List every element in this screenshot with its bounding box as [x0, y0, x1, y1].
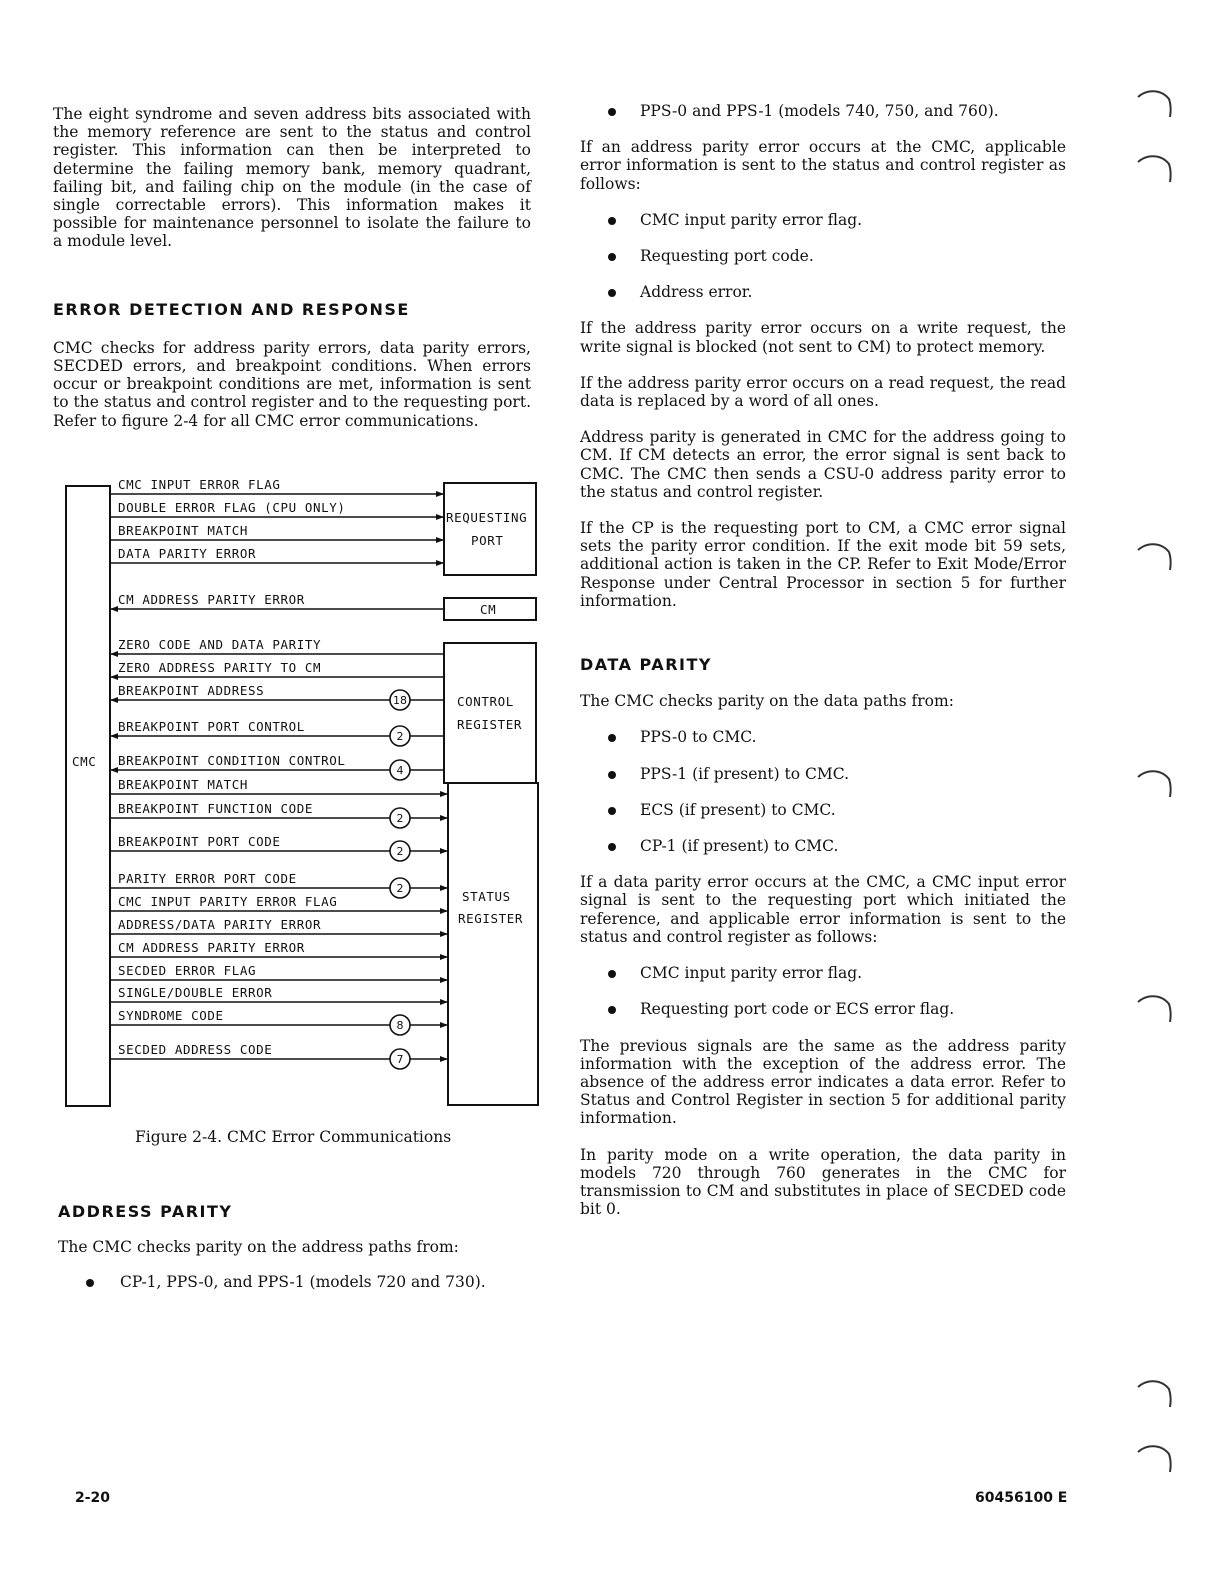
- list-item: CP-1 (if present) to CMC.: [580, 837, 1066, 855]
- requesting-port-box: [444, 483, 536, 575]
- right-paragraph-1: If an address parity error occurs at the CMC, applicable error information is sent to the status and control register as follows:: [580, 138, 1066, 193]
- binder-hole-mark: [1135, 150, 1175, 188]
- list-item: Requesting port code or ECS error flag.: [580, 1000, 1066, 1018]
- list-item: PPS-1 (if present) to CMC.: [580, 765, 1066, 783]
- right-paragraph-8: The previous signals are the same as the address parity information with the exception of the address error. The absence of the address error indicates a data error. Refer to Status and Control Register in section 5 for additional parity information.: [580, 1036, 1066, 1128]
- signal-label: BREAKPOINT MATCH: [118, 523, 249, 538]
- signal-label: BREAKPOINT PORT CONTROL: [118, 719, 305, 734]
- status-label-1: STATUS: [462, 889, 511, 904]
- signal-label: ZERO ADDRESS PARITY TO CM: [118, 660, 322, 675]
- list-item: CP-1, PPS-0, and PPS-1 (models 720 and 730).: [58, 1273, 536, 1291]
- data-parity-heading: DATA PARITY: [580, 655, 712, 675]
- signal-label: ZERO CODE AND DATA PARITY: [118, 637, 322, 652]
- signal-label: DATA PARITY ERROR: [118, 546, 257, 561]
- intro-paragraph: The eight syndrome and seven address bits associated with the memory reference are sent to the status and control register. This information can then be interpreted to determine the failing memory bank, memory quadrant, failing bit, and failing chip on the module (in the case of single correctable errors). This information makes it possible for maintenance personnel to isolate the failure to a module level.: [53, 105, 531, 251]
- left-column: [53, 105, 531, 430]
- right-paragraph-7: If a data parity error occurs at the CMC, a CMC input error signal is sent to the requesting port which initiated the reference, and applicable error information is sent to the status and control register as follows:: [580, 873, 1066, 946]
- signal-label: BREAKPOINT ADDRESS: [118, 683, 265, 698]
- figure-caption-wrap: [135, 1128, 535, 1146]
- status-register-box: [448, 783, 538, 1105]
- signal-label: SINGLE/DOUBLE ERROR: [118, 985, 273, 1000]
- bit-count-label: 2: [396, 845, 404, 858]
- right-paragraph-4: Address parity is generated in CMC for the address going to CM. If CM detects an error, the error signal is sent back to CMC. The CMC then sends a CSU-0 address parity error to the status and control register.: [580, 428, 1066, 501]
- signal-label: CMC INPUT ERROR FLAG: [118, 480, 281, 492]
- list-item: PPS-0 and PPS-1 (models 740, 750, and 760).: [580, 102, 1066, 120]
- signal-label: SECDED ADDRESS CODE: [118, 1042, 273, 1057]
- bit-count-label: 4: [396, 764, 404, 777]
- list-item: Address error.: [580, 283, 1066, 301]
- signal-label: ADDRESS/DATA PARITY ERROR: [118, 917, 322, 932]
- signal-label: SYNDROME CODE: [118, 1008, 224, 1023]
- signal-label: BREAKPOINT CONDITION CONTROL: [118, 753, 346, 768]
- bullet-list-1: [580, 211, 1066, 302]
- requesting-label-1: REQUESTING: [446, 510, 528, 525]
- bit-count-label: 18: [393, 694, 407, 707]
- signal-label: BREAKPOINT MATCH: [118, 777, 249, 792]
- cm-label: CM: [480, 602, 497, 617]
- cmc-label: CMC: [72, 754, 97, 769]
- address-bullet-list: [58, 1273, 536, 1291]
- signal-lines: [110, 480, 448, 1069]
- signal-label: CMC INPUT PARITY ERROR FLAG: [118, 894, 338, 909]
- list-item: ECS (if present) to CMC.: [580, 801, 1066, 819]
- status-label-2: REGISTER: [458, 911, 524, 926]
- binder-hole-mark: [1135, 85, 1175, 123]
- list-item: Requesting port code.: [580, 247, 1066, 265]
- right-paragraph-5: If the CP is the requesting port to CM, a CMC error signal sets the parity error condition. If the exit mode bit 59 sets, additional action is taken in the CP. Refer to Exit Mode/Error Response under Central Processor in section 5 for further information.: [580, 519, 1066, 610]
- error-detection-heading: ERROR DETECTION AND RESPONSE: [53, 299, 410, 319]
- address-parity-section: [58, 1203, 536, 1292]
- right-paragraph-3: If the address parity error occurs on a read request, the read data is replaced by a word of all ones.: [580, 373, 1066, 411]
- signal-label: PARITY ERROR PORT CODE: [118, 871, 297, 886]
- bullet-list-2: [580, 728, 1066, 855]
- address-parity-heading: ADDRESS PARITY: [58, 1202, 233, 1221]
- page-number: 2-20: [75, 1490, 111, 1506]
- bit-count-label: 2: [396, 882, 404, 895]
- signal-label: CM ADDRESS PARITY ERROR: [118, 592, 305, 607]
- control-label-1: CONTROL: [457, 694, 514, 709]
- address-parity-paragraph: The CMC checks parity on the address paths from:: [58, 1238, 459, 1257]
- error-detection-paragraph: CMC checks for address parity errors, data parity errors, SECDED errors, and breakpoint conditions. When errors occur or breakpoint conditions are met, information is sent to the status and control register and to the requesting port. Refer to figure 2-4 for all CMC error communications.: [53, 338, 531, 430]
- signal-label: BREAKPOINT PORT CODE: [118, 834, 281, 849]
- control-label-2: REGISTER: [457, 717, 523, 732]
- bit-count-label: 2: [396, 730, 404, 743]
- binder-hole-mark: [1135, 765, 1175, 803]
- control-register-box: [444, 643, 536, 783]
- cmc-box: [66, 486, 110, 1106]
- binder-hole-mark: [1135, 990, 1175, 1028]
- bit-count-label: 2: [396, 812, 404, 825]
- cmc-error-diagram: [60, 480, 545, 1115]
- diagram-canvas: [60, 480, 545, 1115]
- right-paragraph-2: If the address parity error occurs on a write request, the write signal is blocked (not sent to CM) to protect memory.: [580, 319, 1066, 356]
- list-item: CMC input parity error flag.: [580, 964, 1066, 982]
- top-bullet-list: [580, 102, 1066, 120]
- document-number: 60456100 E: [975, 1490, 1068, 1506]
- signal-label: CM ADDRESS PARITY ERROR: [118, 940, 305, 955]
- list-item: CMC input parity error flag.: [580, 211, 1066, 229]
- bullet-list-3: [580, 964, 1066, 1018]
- bit-count-label: 8: [396, 1019, 404, 1032]
- requesting-label-2: PORT: [471, 533, 504, 548]
- right-paragraph-6: The CMC checks parity on the data paths from:: [580, 692, 954, 711]
- figure-caption: Figure 2-4. CMC Error Communications: [135, 1128, 452, 1146]
- right-paragraph-9: In parity mode on a write operation, the data parity in models 720 through 760 generates in the CMC for transmission to CM and substitutes in place of SECDED code bit 0.: [580, 1145, 1066, 1219]
- binder-hole-mark: [1135, 1375, 1175, 1413]
- signal-label: DOUBLE ERROR FLAG (CPU ONLY): [118, 500, 346, 515]
- list-item: PPS-0 to CMC.: [580, 728, 1066, 746]
- right-column: [580, 102, 1066, 1218]
- signal-label: BREAKPOINT FUNCTION CODE: [118, 801, 314, 816]
- binder-hole-mark: [1135, 1440, 1175, 1478]
- bit-count-label: 7: [396, 1053, 404, 1066]
- signal-label: SECDED ERROR FLAG: [118, 963, 257, 978]
- binder-hole-mark: [1135, 538, 1175, 576]
